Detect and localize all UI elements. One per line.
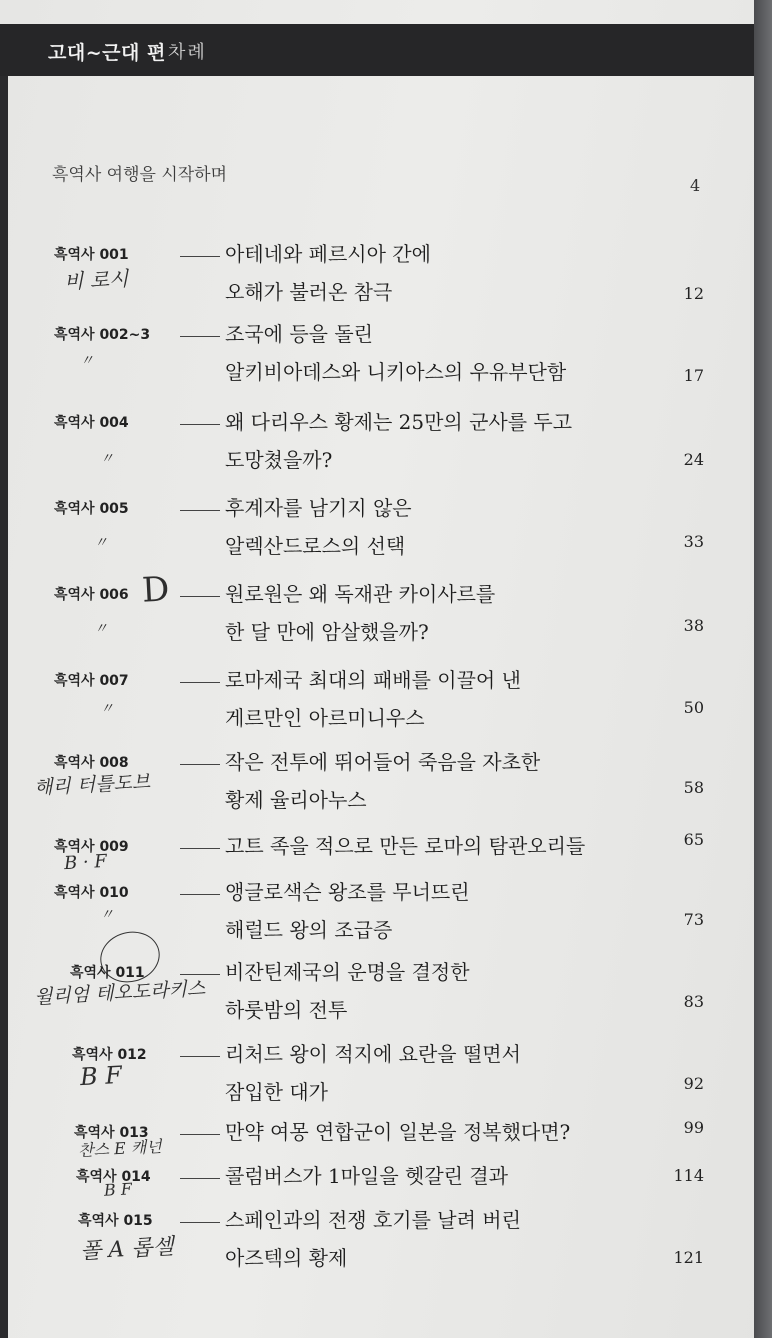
em-dash [180, 764, 220, 765]
entry-title-line2: 아즈텍의 황제 [225, 1246, 348, 1270]
intro-title: 흑역사 여행을 시작하며 [52, 165, 228, 185]
em-dash [180, 424, 220, 425]
em-dash [180, 256, 220, 257]
toc-entry [0, 324, 772, 404]
entry-code: 흑역사 010 [54, 885, 129, 901]
em-dash [180, 1178, 220, 1179]
entry-title-line1: 스페인과의 전쟁 호기를 날려 버린 [225, 1208, 521, 1232]
handwritten-note: 찬스 E 캐넌 [77, 1136, 163, 1161]
handwritten-note: B F [79, 1060, 123, 1092]
entry-code: 흑역사 015 [78, 1213, 153, 1229]
entry-code: 흑역사 001 [54, 247, 129, 263]
handwritten-note: 〃 [99, 450, 115, 468]
handwritten-note: 폴 A 롭셀 [79, 1234, 175, 1265]
entry-page-number: 58 [683, 778, 704, 797]
entry-title-line2: 도망쳤을까? [225, 448, 333, 472]
toc-entry [0, 962, 772, 1042]
entry-title-line1: 후계자를 남기지 않은 [225, 496, 412, 520]
entry-page-number: 92 [683, 1074, 704, 1093]
entry-code: 흑역사 007 [54, 673, 129, 689]
toc-entry [0, 752, 772, 832]
handwritten-note: 〃 [99, 906, 115, 924]
em-dash [180, 1134, 220, 1135]
entry-code: 흑역사 006 [54, 587, 129, 603]
toc-entry [0, 670, 772, 750]
entry-title-line2: 한 달 만에 암살했을까? [225, 620, 429, 644]
toc-entry [0, 498, 772, 578]
handwritten-note: 〃 [99, 700, 115, 718]
toc-entry [0, 244, 772, 324]
em-dash [180, 510, 220, 511]
header-bar [0, 24, 754, 76]
handwritten-note: B · F [63, 850, 108, 875]
entry-title-line2: 게르만인 아르미니우스 [225, 706, 425, 730]
entry-code: 흑역사 014 [76, 1169, 151, 1185]
entry-title-line1: 아테네와 페르시아 간에 [225, 242, 431, 266]
entry-page-number: 38 [683, 616, 704, 635]
entry-title-line2: 황제 율리아누스 [225, 788, 367, 812]
entry-title-line1: 로마제국 최대의 패배를 이끌어 낸 [225, 668, 521, 692]
entry-title-line1: 조국에 등을 돌린 [225, 322, 373, 346]
handwritten-note: 〃 [79, 352, 95, 370]
em-dash [180, 682, 220, 683]
entry-page-number: 114 [673, 1166, 704, 1185]
handwritten-note: 〃 [93, 534, 109, 552]
entry-title-line2: 하룻밤의 전투 [225, 998, 348, 1022]
entry-title-line1: 원로원은 왜 독재관 카이사르를 [225, 582, 496, 606]
handwritten-note: B F [103, 1179, 133, 1200]
em-dash [180, 894, 220, 895]
handwritten-note: 비 로시 [63, 266, 129, 294]
handwritten-note: 윌리엄 테오도라키스 [33, 977, 206, 1009]
entry-page-number: 24 [683, 450, 704, 469]
entry-code: 흑역사 008 [54, 755, 129, 771]
entry-page-number: 50 [683, 698, 704, 717]
em-dash [180, 848, 220, 849]
entry-page-number: 83 [683, 992, 704, 1011]
section-title: 고대~근대 편 [48, 42, 166, 64]
entry-title-line2: 알렉산드로스의 선택 [225, 534, 406, 558]
entry-title-line2: 알키비아데스와 니키아스의 우유부단함 [225, 360, 567, 384]
entry-code: 흑역사 013 [74, 1125, 149, 1141]
toc-entry [0, 1210, 772, 1290]
handwritten-note: 〃 [93, 620, 109, 638]
entry-title-line1: 콜럼버스가 1마일을 헷갈린 결과 [225, 1164, 508, 1188]
entry-page-number: 73 [683, 910, 704, 929]
entry-code: 흑역사 005 [54, 501, 129, 517]
entry-code: 흑역사 012 [72, 1047, 147, 1063]
handwritten-note: 해리 터틀도브 [33, 770, 151, 800]
em-dash [180, 336, 220, 337]
toc-entry [0, 569, 772, 664]
entry-title-line1: 앵글로색슨 왕조를 무너뜨린 [225, 880, 470, 904]
em-dash [180, 1222, 220, 1223]
em-dash [180, 1056, 220, 1057]
entry-code: 흑역사 011 [70, 965, 145, 981]
entry-page-number: 17 [683, 366, 704, 385]
entry-code: 흑역사 002~3 [54, 327, 151, 343]
toc-entry [0, 412, 772, 492]
handwritten-mark: D [140, 569, 171, 611]
entry-page-number: 121 [673, 1248, 704, 1267]
toc-label: 차례 [168, 42, 207, 63]
entry-title-line1: 리처드 왕이 적지에 요란을 떨면서 [225, 1042, 521, 1066]
entry-page-number: 99 [683, 1118, 704, 1137]
entry-page-number: 12 [683, 284, 704, 303]
entry-title-line2: 오해가 불러온 참극 [225, 280, 393, 304]
toc-entry [0, 1044, 772, 1124]
entry-title-line1: 만약 여몽 연합군이 일본을 정복했다면? [225, 1120, 571, 1144]
intro-page-number: 4 [690, 176, 701, 195]
entry-title-line1: 작은 전투에 뛰어들어 죽음을 자초한 [225, 750, 541, 774]
entry-page-number: 65 [683, 830, 704, 849]
entry-title-line2: 잠입한 대가 [225, 1080, 328, 1104]
entry-title-line1: 왜 다리우스 황제는 25만의 군사를 두고 [225, 410, 573, 434]
entry-code: 흑역사 004 [54, 415, 129, 431]
entry-title-line1: 비잔틴제국의 운명을 결정한 [225, 960, 470, 984]
entry-code: 흑역사 009 [54, 839, 129, 855]
em-dash [180, 596, 220, 597]
entry-page-number: 33 [683, 532, 704, 551]
entry-title-line1: 고트 족을 적으로 만든 로마의 탐관오리들 [225, 834, 586, 858]
entry-title-line2: 해럴드 왕의 조급증 [225, 918, 393, 942]
